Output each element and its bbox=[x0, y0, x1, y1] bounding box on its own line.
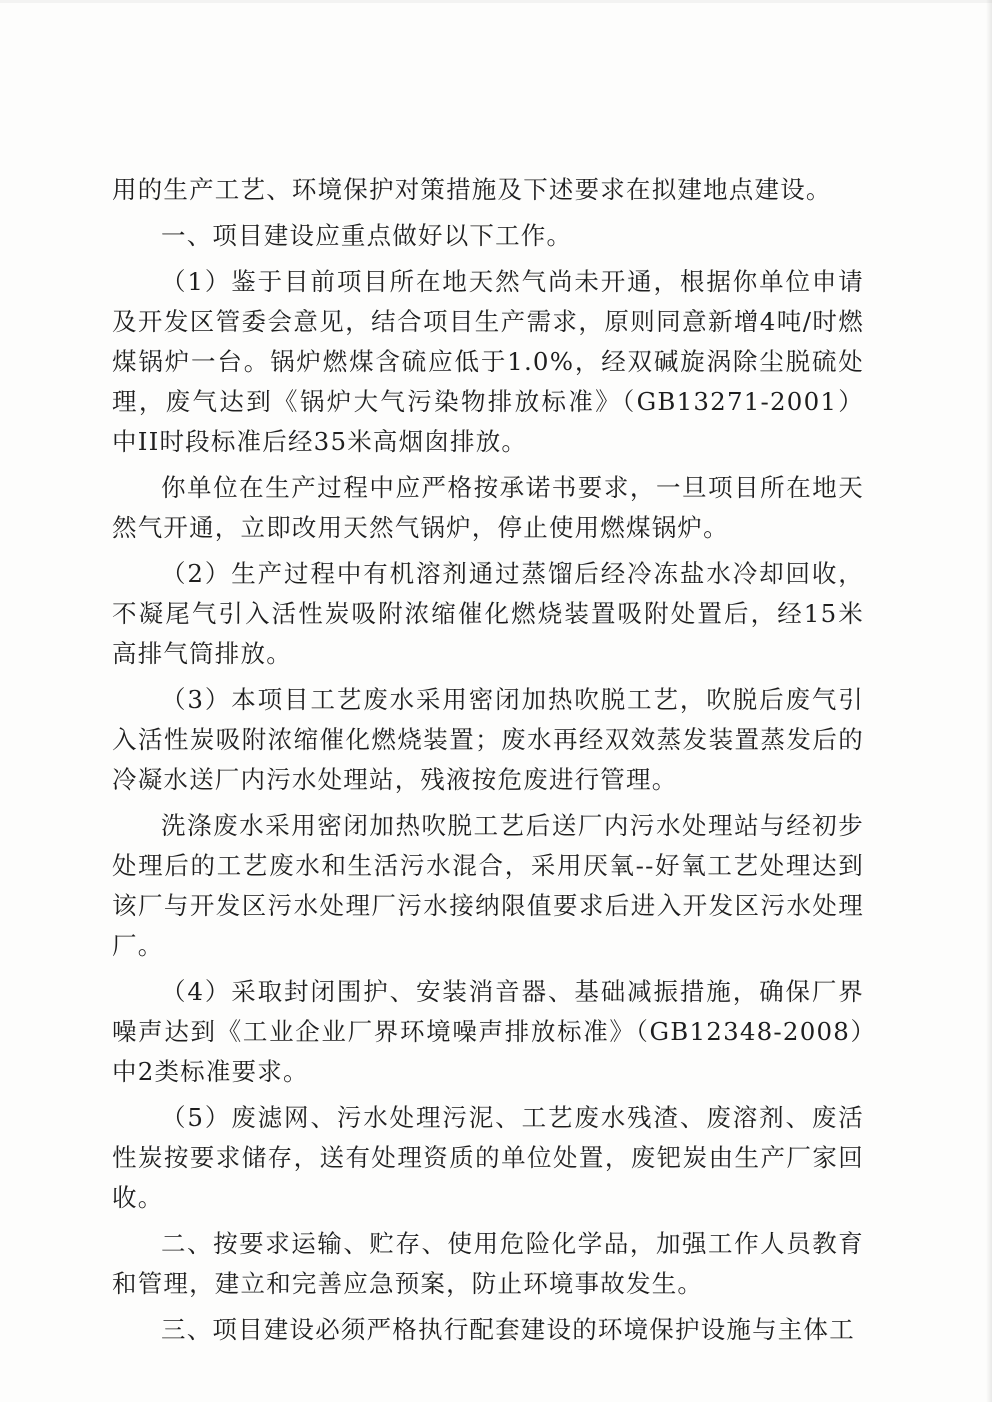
item-4-noise: （4）采取封闭围护、安装消音器、基础减振措施，确保厂界噪声达到《工业企业厂界环境噪声排放标准》（GB12348-2008）中2类标准要求。 bbox=[112, 977, 864, 1086]
item-1-boiler: （1）鉴于目前项目所在地天然气尚未开通，根据你单位申请及开发区管委会意见，结合项目生产需求，原则同意新增4吨/时燃煤锅炉一台。锅炉燃煤含硫应低于1.0%，经双碱旋涡除尘脱硫处理，废气达到《锅炉大气污染物排放标准》（GB13271-2001）中II时段标准后经35米高烟囱排放。 bbox=[112, 267, 864, 456]
item-1-commitment: 你单位在生产过程中应严格按承诺书要求，一旦项目所在地天然气开通，立即改用天然气锅炉，停止使用燃煤锅炉。 bbox=[112, 473, 864, 542]
scan-top-edge bbox=[0, 0, 992, 3]
section-heading-two: 二、按要求运输、贮存、使用危险化学品，加强工作人员教育和管理，建立和完善应急预案，防止环境事故发生。 bbox=[112, 1229, 864, 1298]
item-3-washing-wastewater: 洗涤废水采用密闭加热吹脱工艺后送厂内污水处理站与经初步处理后的工艺废水和生活污水混合，采用厌氧--好氧工艺处理达到该厂与开发区污水处理厂污水接纳限值要求后进入开发区污水处理厂。 bbox=[112, 811, 864, 960]
item-3-process-wastewater: （3）本项目工艺废水采用密闭加热吹脱工艺，吹脱后废气引入活性炭吸附浓缩催化燃烧装置；废水再经双效蒸发装置蒸发后的冷凝水送厂内污水处理站，残液按危废进行管理。 bbox=[112, 685, 864, 794]
paragraph-continuation: 用的生产工艺、环境保护对策措施及下述要求在拟建地点建设。 bbox=[112, 175, 832, 204]
item-5-solid-waste: （5）废滤网、污水处理污泥、工艺废水残渣、废溶剂、废活性炭按要求储存，送有处理资质的单位处置，废钯炭由生产厂家回收。 bbox=[112, 1103, 864, 1212]
section-heading-three: 三、项目建设必须严格执行配套建设的环境保护设施与主体工 bbox=[161, 1315, 855, 1344]
scan-right-edge bbox=[986, 0, 992, 1402]
section-heading-one: 一、项目建设应重点做好以下工作。 bbox=[161, 221, 573, 250]
item-2-solvent-recovery: （2）生产过程中有机溶剂通过蒸馏后经冷冻盐水冷却回收，不凝尾气引入活性炭吸附浓缩催化燃烧装置吸附处置后，经15米高排气筒排放。 bbox=[112, 559, 864, 668]
document-body bbox=[112, 170, 864, 1356]
